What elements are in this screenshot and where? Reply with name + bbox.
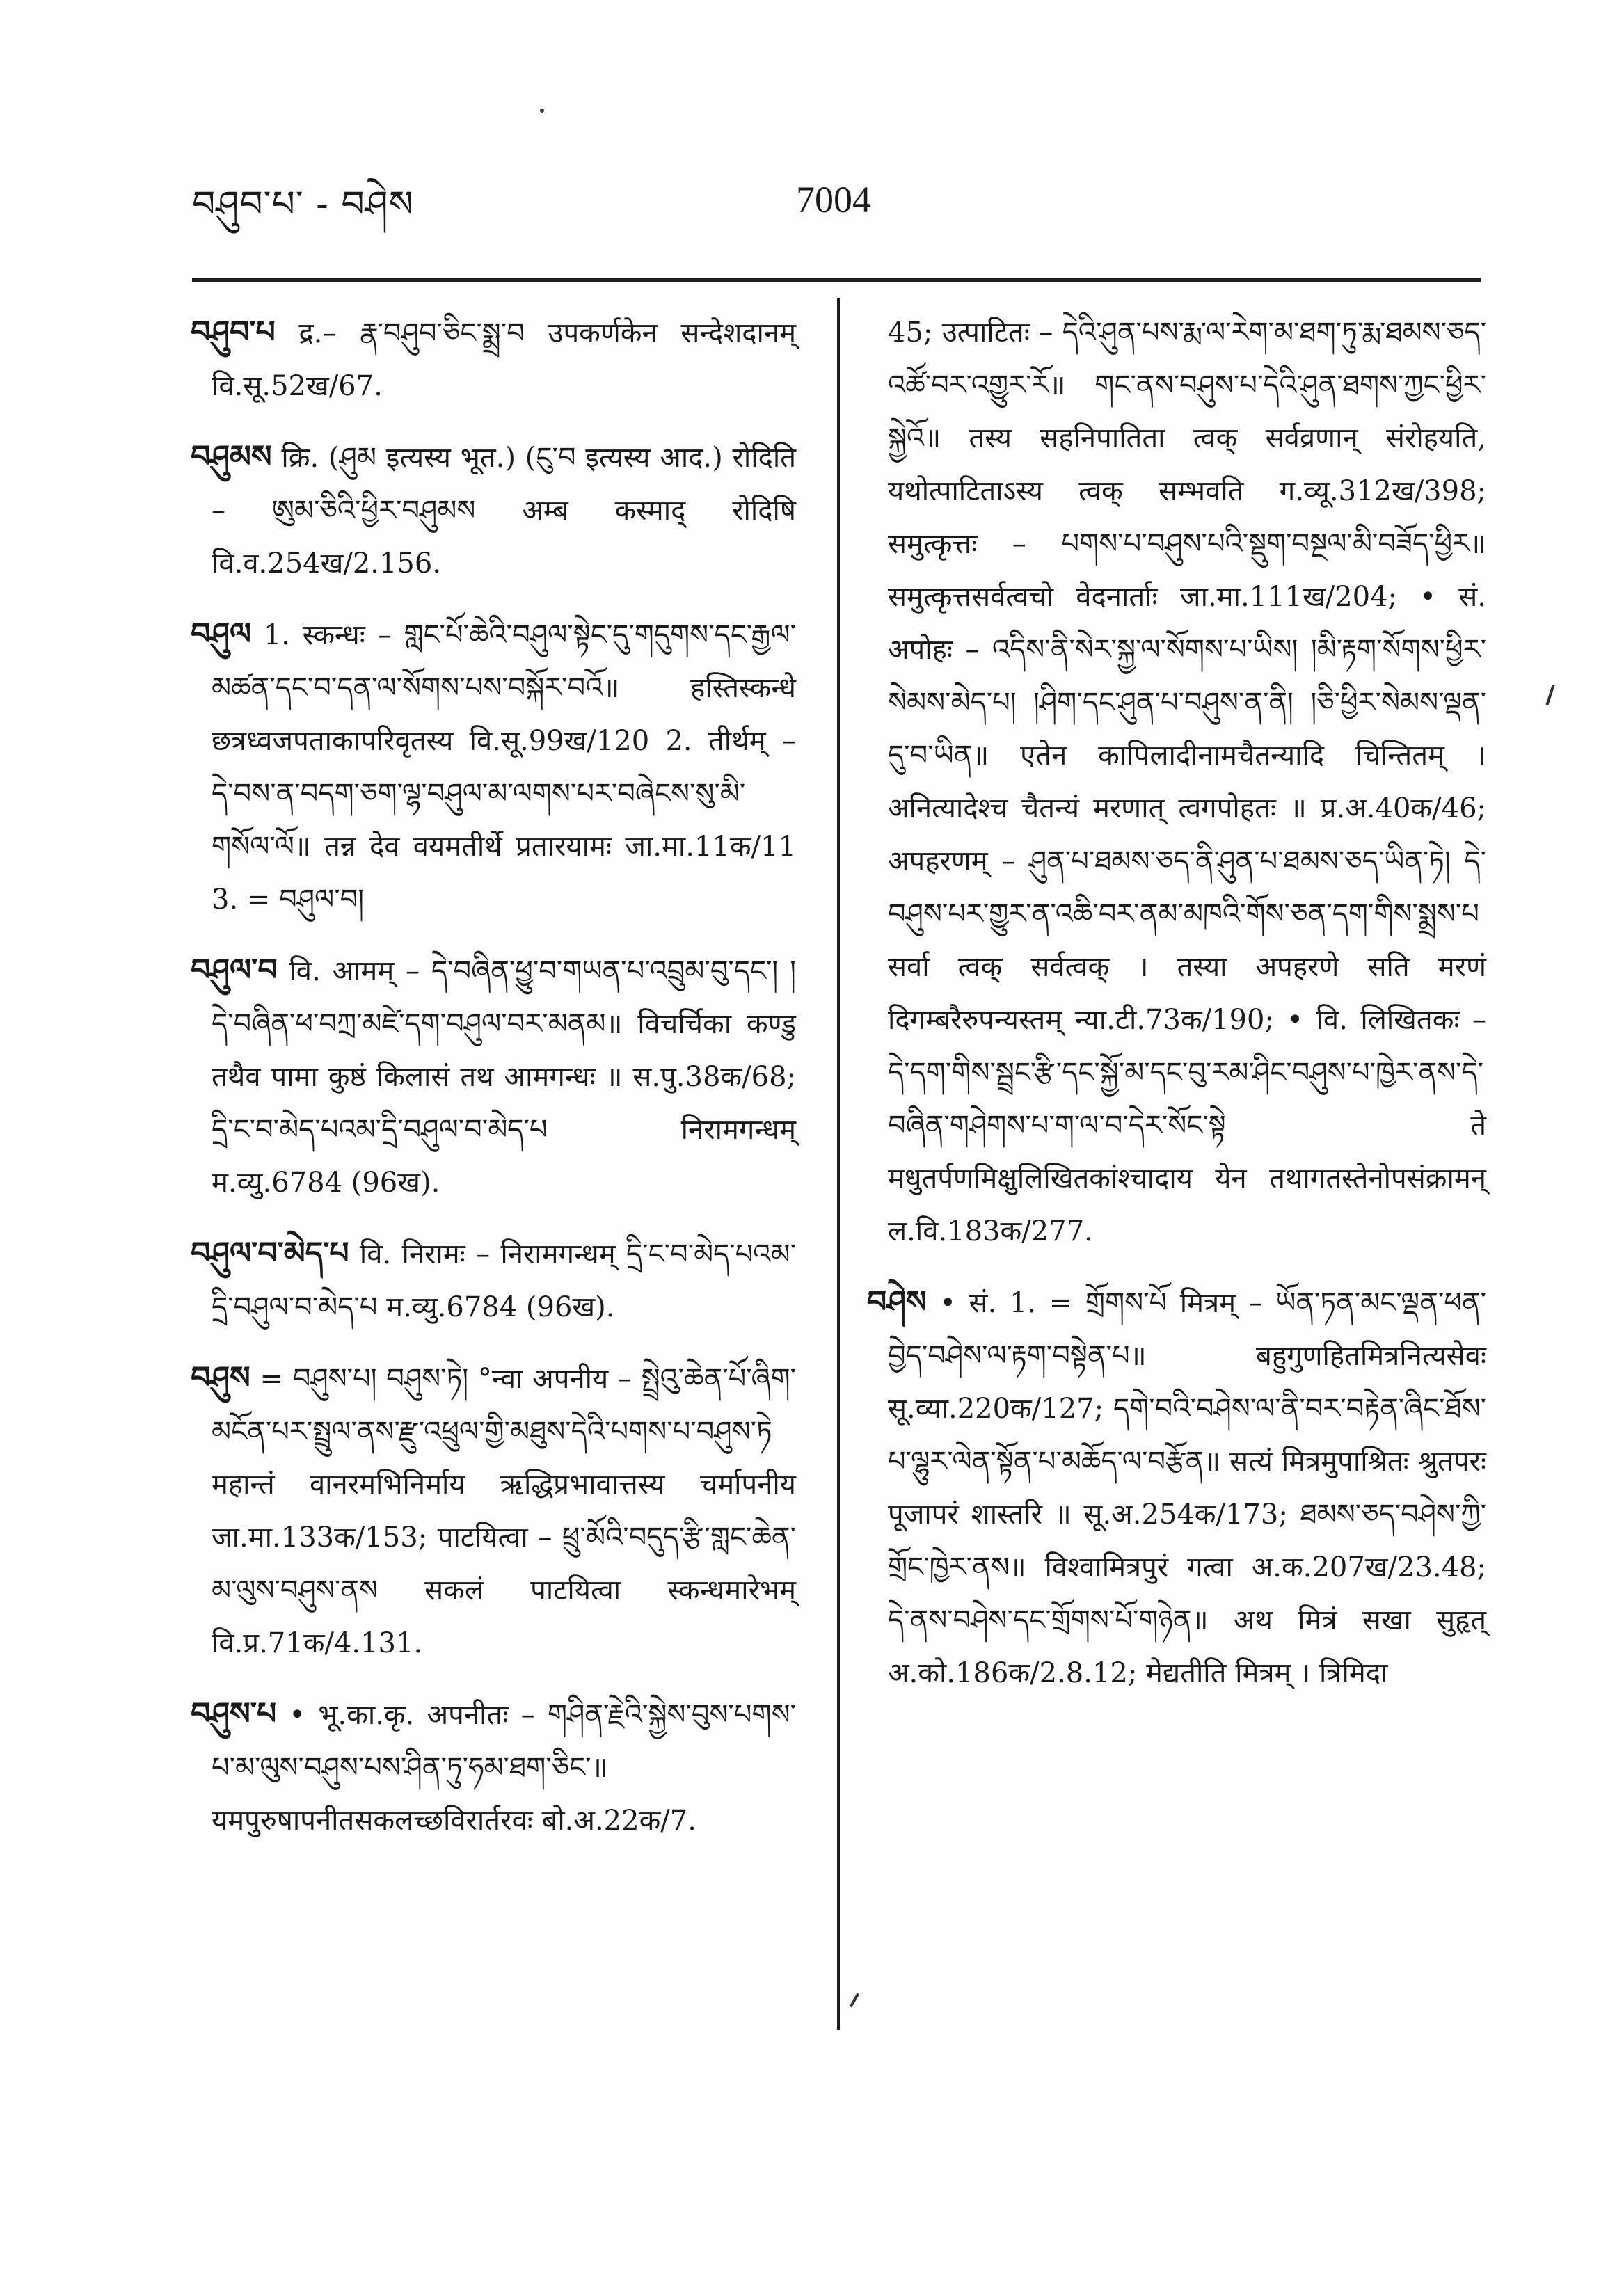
- entry-body: 1. स्कन्धः – གླང་པོ་ཆེའི་བཤུལ་སྟེང་དུ་གདུགས་དང་རྒྱལ་མཚན་དང་བ་དན་ལ་སོགས་པས་བསྐོར་བའོ॥ हस्तिस्कन्धे छत्रध्वजपताकापरिवृतस्य वि.सू.99ख/120 2. तीर्थम् – དེ་བས་ན་བདག་ཅག་ལྷ་བཤུལ་མ་ལགས་པར་བཞེངས་སུ་མི་གསོལ་ལོ॥ तन्न देव वयमतीर्थे प्रतारयामः जा.मा.11क/11 3. = བཤུལ་བ།: [212, 619, 797, 916]
- header-rule: [192, 278, 1481, 282]
- page-number: 7004: [796, 179, 871, 221]
- dictionary-entry: [191, 1227, 796, 1334]
- entry-headword: བཤུམས: [191, 439, 272, 474]
- dictionary-entry: [191, 1688, 796, 1847]
- column-divider: [837, 298, 840, 2030]
- dictionary-entry: [191, 431, 796, 590]
- dictionary-entry: [191, 1352, 796, 1670]
- entry-headword: བཤུལ: [191, 616, 252, 652]
- entry-headword: བཤུས: [191, 1360, 250, 1396]
- right-column: [867, 306, 1486, 1718]
- entry-headword: བཤུལ་བ: [191, 952, 278, 988]
- entry-body: द्र.– རྣ་བཤུབ་ཅིང་སྨྲ་བ उपकर्णकेन सन्देशदानम् वि.सू.52ख/67.: [212, 317, 796, 402]
- scan-speck: [850, 1993, 859, 2007]
- entry-body: 45; उत्पाटितः – དེའི་ཤུན་པས་རྨ་ལ་རེག་མ་ཐག་ཏུ་རྨ་ཐམས་ཅད་འཚོ་བར་འགྱུར་རོ॥ གང་ནས་བཤུས་པ་དེའི་ཤུན་ཐགས་ཀྱང་ཕྱིར་སྐྱེའོ॥ तस्य सहनिपातिता त्वक् सर्वव्रणान् संरोहयति, यथोत्पाटिताऽस्य त्वक् सम्भवति ग.व्यू.312ख/398; समुत्कृत्तः – པགས་པ་བཤུས་པའི་སྡུག་བསྔལ་མི་བཟོད་ཕྱིར॥ समुत्कृत्तसर्वत्वचो वेदनार्ताः जा.मा.111ख/204; • सं. अपोहः – འདིས་ནི་སེར་སྐྱ་ལ་སོགས་པ་ཡིས། །མི་རྟག་སོགས་ཕྱིར་སེམས་མེད་པ། །ཤིག་དང་ཤུན་པ་བཤུས་ན་ནི། །ཅི་ཕྱིར་སེམས་ལྡན་དུ་བ་ཡིན॥ एतेन कापिलादीनामचैतन्यादि चिन्तितम् । अनित्यादेश्च चैतन्यं मरणात् त्वगपोहतः ॥ प्र.अ.40क/46; अपहरणम् – ཤུན་པ་ཐམས་ཅད་ནི་ཤུན་པ་ཐམས་ཅད་ཡིན་ཏེ། དེ་བཤུས་པར་གྱུར་ན་འཆི་བར་ནམ་མཁའི་གོས་ཅན་དག་གིས་སྨྲས་པ सर्वा त्वक् सर्वत्वक् । तस्या अपहरणे सति मरणं दिगम्बरैरुपन्यस्तम् न्या.टी.73क/190; • वि. लिखितकः – དེ་དག་གིས་སྦྲང་རྩི་དང་སྐྱོ་མ་དང་བུ་རམ་ཤིང་བཤུས་པ་ཁྱེར་ནས་དེ་བཞིན་གཤེགས་པ་ག་ལ་བ་དེར་སོང་སྟེ ते मधुतर्पणमिक्षुलिखितकांश्चादाय येन तथागतस्तेनोपसंक्रामन् ल.वि.183क/277.: [888, 317, 1486, 1247]
- dictionary-entry: [191, 608, 796, 926]
- entry-body: • सं. 1. = གྲོགས་པོ मित्रम् – ཡོན་ཏན་མང་ལྡན་ཕན་བྱེད་བཤེས་ལ་རྟག་བསྟེན་པ॥ बहुगुणहितमित्रनित्यसेवः सू.व्या.220क/127; དགེ་བའི་བཤེས་ལ་ནི་བར་བརྟེན་ཞིང་ཐོས་པ་ལྷུར་ལེན་སྟོན་པ་མཆོད་ལ་བརྩོན॥ सत्यं मित्रमुपाश्रितः श्रुतपरः पूजापरं शास्तरि ॥ सू.अ.254क/173; ཐམས་ཅད་བཤེས་ཀྱི་གྲོང་ཁྱེར་ནས॥ विश्वामित्रपुरं गत्वा अ.क.207ख/23.48; དེ་ནས་བཤེས་དང་གྲོགས་པོ་གཉེན॥ अथ मित्रं सखा सुहृत् अ.को.186क/2.8.12; मेद्यतीति मित्रम् । त्रिमिदा: [888, 1287, 1486, 1689]
- scan-speck: [540, 109, 544, 113]
- dictionary-entry: [191, 306, 796, 413]
- entry-headword: བཤུལ་བ་མེད་པ: [191, 1236, 349, 1271]
- entry-body: वि. निरामः – निरामगन्धम् དྲི་ང་བ་མེད་པའམ་དྲི་བཤུལ་བ་མེད་པ म.व्यु.6784 (96ख).: [212, 1238, 796, 1323]
- dictionary-entry-continuation: [867, 306, 1486, 1258]
- entry-body: • भू.का.कृ. अपनीतः – གཤིན་རྗེའི་སྐྱེས་བུས་པགས་པ་མ་ལུས་བཤུས་པས་ཤིན་ཏུ་ཧམ་ཐག་ཅིང་॥ यमपुरुषापनीतसकलच्छविरार्तरवः बो.अ.22क/7.: [212, 1699, 796, 1837]
- left-column: [191, 306, 796, 1865]
- dictionary-entry: [867, 1276, 1486, 1700]
- entry-headword: བཤེས: [867, 1284, 927, 1320]
- entry-body: वि. आमम् – དེ་བཞིན་ཕྱུ་བ་གཡན་པ་འབྲུམ་བུ་དང་། །དེ་བཞིན་ཕ་བཀྲ་མཛེ་དག་བཤུལ་བར་མནམ॥ विचर्चिका कण्डु तथैव पामा कुष्ठं किलासं तथ आमगन्धः ॥ स.पु.38क/68; དྲི་ང་བ་མེད་པའམ་དྲི་བཤུལ་བ་མེད་པ निरामगन्धम् म.व्यु.6784 (96ख).: [212, 955, 797, 1199]
- scan-speck: [1545, 685, 1554, 705]
- header-guide-words: བཤུབ་པ་ - བཤེས: [192, 184, 414, 225]
- entry-headword: བཤུབ་པ: [191, 314, 276, 350]
- dictionary-entry: [191, 944, 796, 1209]
- entry-body: = བཤུས་པ། བཤུས་ཏེ། °न्वा अपनीय – སྤྲེའུ་ཆེན་པོ་ཞིག་མངོན་པར་སྤྲུལ་ནས་རྫུ་འཕྲུལ་གྱི་མཐུས་དེའི་པགས་པ་བཤུས་ཏེ महान्तं वानरमभिनिर्माय ऋद्धिप्रभावात्तस्य चर्मापनीय जा.मा.133क/153; पाटयित्वा – ཕྲུ་མོའི་བདུད་རྩི་གླང་ཆེན་མ་ལུས་བཤུས་ནས सकलं पाटयित्वा स्कन्धमारेभम् वि.प्र.71क/4.131.: [212, 1363, 797, 1659]
- entry-headword: བཤུས་པ: [191, 1696, 277, 1732]
- entry-body: क्रि. (ཤུམ इत्यस्य भूत.) (ངུ་བ इत्यस्य आद.) रोदिति – ཨུམ་ཅིའི་ཕྱིར་བཤུམས अम्ब कस्माद् रोदिषि वि.व.254ख/2.156.: [212, 442, 796, 580]
